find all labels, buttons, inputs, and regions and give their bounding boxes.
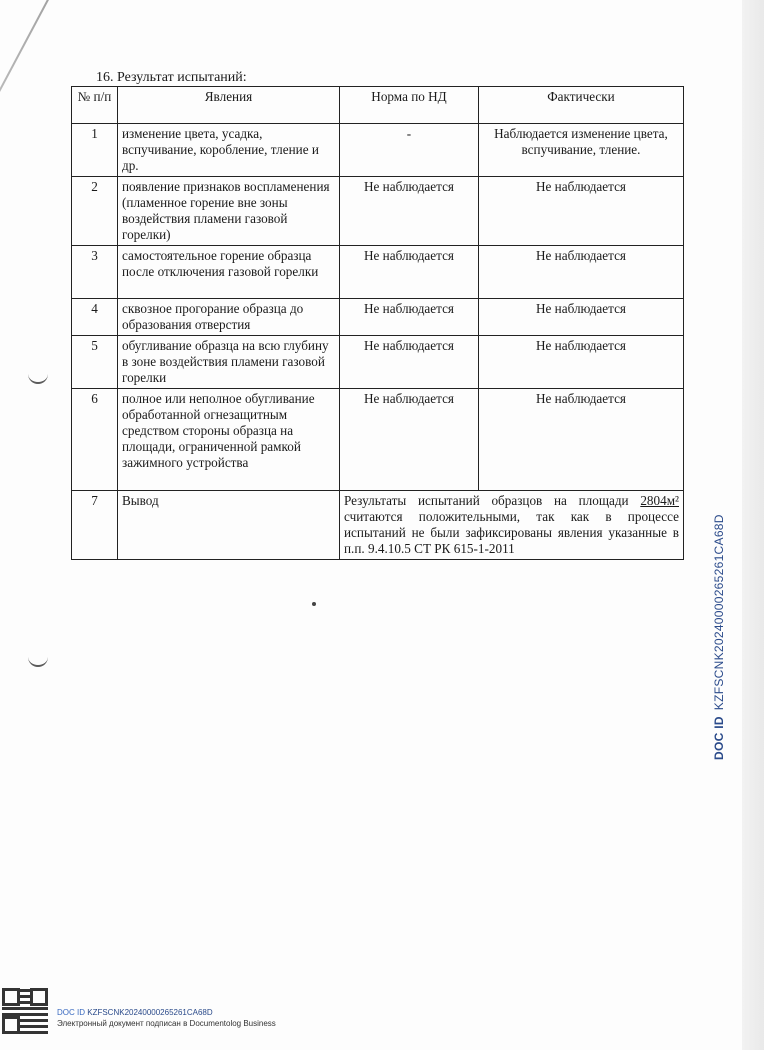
table-row — [72, 124, 684, 177]
header-norm: Норма по НД — [340, 87, 479, 124]
conclusion-text-before: Результаты испытаний образцов на площади — [344, 493, 629, 508]
row-phenomena: полное или неполное обугливание обработанной огнезащитным средством стороны образца на площади, ограниченной рамкой зажимного устройства — [118, 389, 340, 491]
footer-doc-id-label: DOC ID — [57, 1008, 85, 1017]
row-num: 2 — [72, 177, 118, 246]
row-num: 6 — [72, 389, 118, 491]
row-actual: Не наблюдается — [479, 336, 684, 389]
punch-hole-mark — [28, 372, 48, 384]
footer-signed-text: Электронный документ подписан в Documentolog Business — [57, 1019, 276, 1028]
table-row — [72, 299, 684, 336]
table-header-row — [72, 87, 684, 124]
row-phenomena: самостоятельное горение образца после отключения газовой горелки — [118, 246, 340, 299]
conclusion-text — [340, 491, 684, 560]
row-phenomena: появление признаков воспламенения (пламенное горение вне зоны воздействия пламени газовой горелки) — [118, 177, 340, 246]
table-row-conclusion — [72, 491, 684, 560]
section-title: 16. Результат испытаний: — [96, 70, 247, 85]
row-norm: Не наблюдается — [340, 177, 479, 246]
header-actual: Фактически — [479, 87, 684, 124]
conclusion-label: Вывод — [118, 491, 340, 560]
table-row — [72, 177, 684, 246]
header-num: № п/п — [72, 87, 118, 124]
header-phenomena: Явления — [118, 87, 340, 124]
row-norm: Не наблюдается — [340, 336, 479, 389]
qr-code-icon — [2, 988, 48, 1034]
row-actual: Не наблюдается — [479, 299, 684, 336]
scan-corner-mark — [0, 0, 54, 145]
row-norm: - — [340, 124, 479, 177]
conclusion-text-after: считаются положительными, так как в процессе испытаний не были зафиксированы явления указанные в п.п. 9.4.10.5 СТ РК 615-1-2011 — [344, 509, 679, 556]
row-actual: Не наблюдается — [479, 246, 684, 299]
footer-doc-id-value: KZFSCNK20240000265261CA68D — [87, 1008, 213, 1017]
row-actual: Не наблюдается — [479, 177, 684, 246]
row-actual: Не наблюдается — [479, 389, 684, 491]
row-phenomena: обугливание образца на всю глубину в зоне воздействия пламени газовой горелки — [118, 336, 340, 389]
scan-right-edge — [742, 0, 764, 1050]
table-row — [72, 336, 684, 389]
row-num: 5 — [72, 336, 118, 389]
table-row — [72, 246, 684, 299]
conclusion-area: 2804м² — [640, 493, 679, 508]
footer-doc-id — [57, 1007, 276, 1018]
row-num: 3 — [72, 246, 118, 299]
row-phenomena: сквозное прогорание образца до образования отверстия — [118, 299, 340, 336]
table-row — [72, 389, 684, 491]
vertical-doc-id-label: DOC ID — [712, 716, 726, 760]
punch-hole-mark — [28, 655, 48, 667]
row-actual: Наблюдается изменение цвета, вспучивание, тление. — [479, 124, 684, 177]
row-num: 4 — [72, 299, 118, 336]
row-num: 1 — [72, 124, 118, 177]
vertical-doc-id-value: KZFSCNK20240000265261CA68D — [712, 514, 726, 711]
scan-speck — [312, 602, 316, 606]
results-table — [71, 86, 684, 560]
conclusion-num: 7 — [72, 491, 118, 560]
row-phenomena: изменение цвета, усадка, вспучивание, коробление, тление и др. — [118, 124, 340, 177]
vertical-doc-id — [712, 514, 726, 760]
row-norm: Не наблюдается — [340, 246, 479, 299]
row-norm: Не наблюдается — [340, 389, 479, 491]
row-norm: Не наблюдается — [340, 299, 479, 336]
footer-signature — [57, 1007, 276, 1029]
